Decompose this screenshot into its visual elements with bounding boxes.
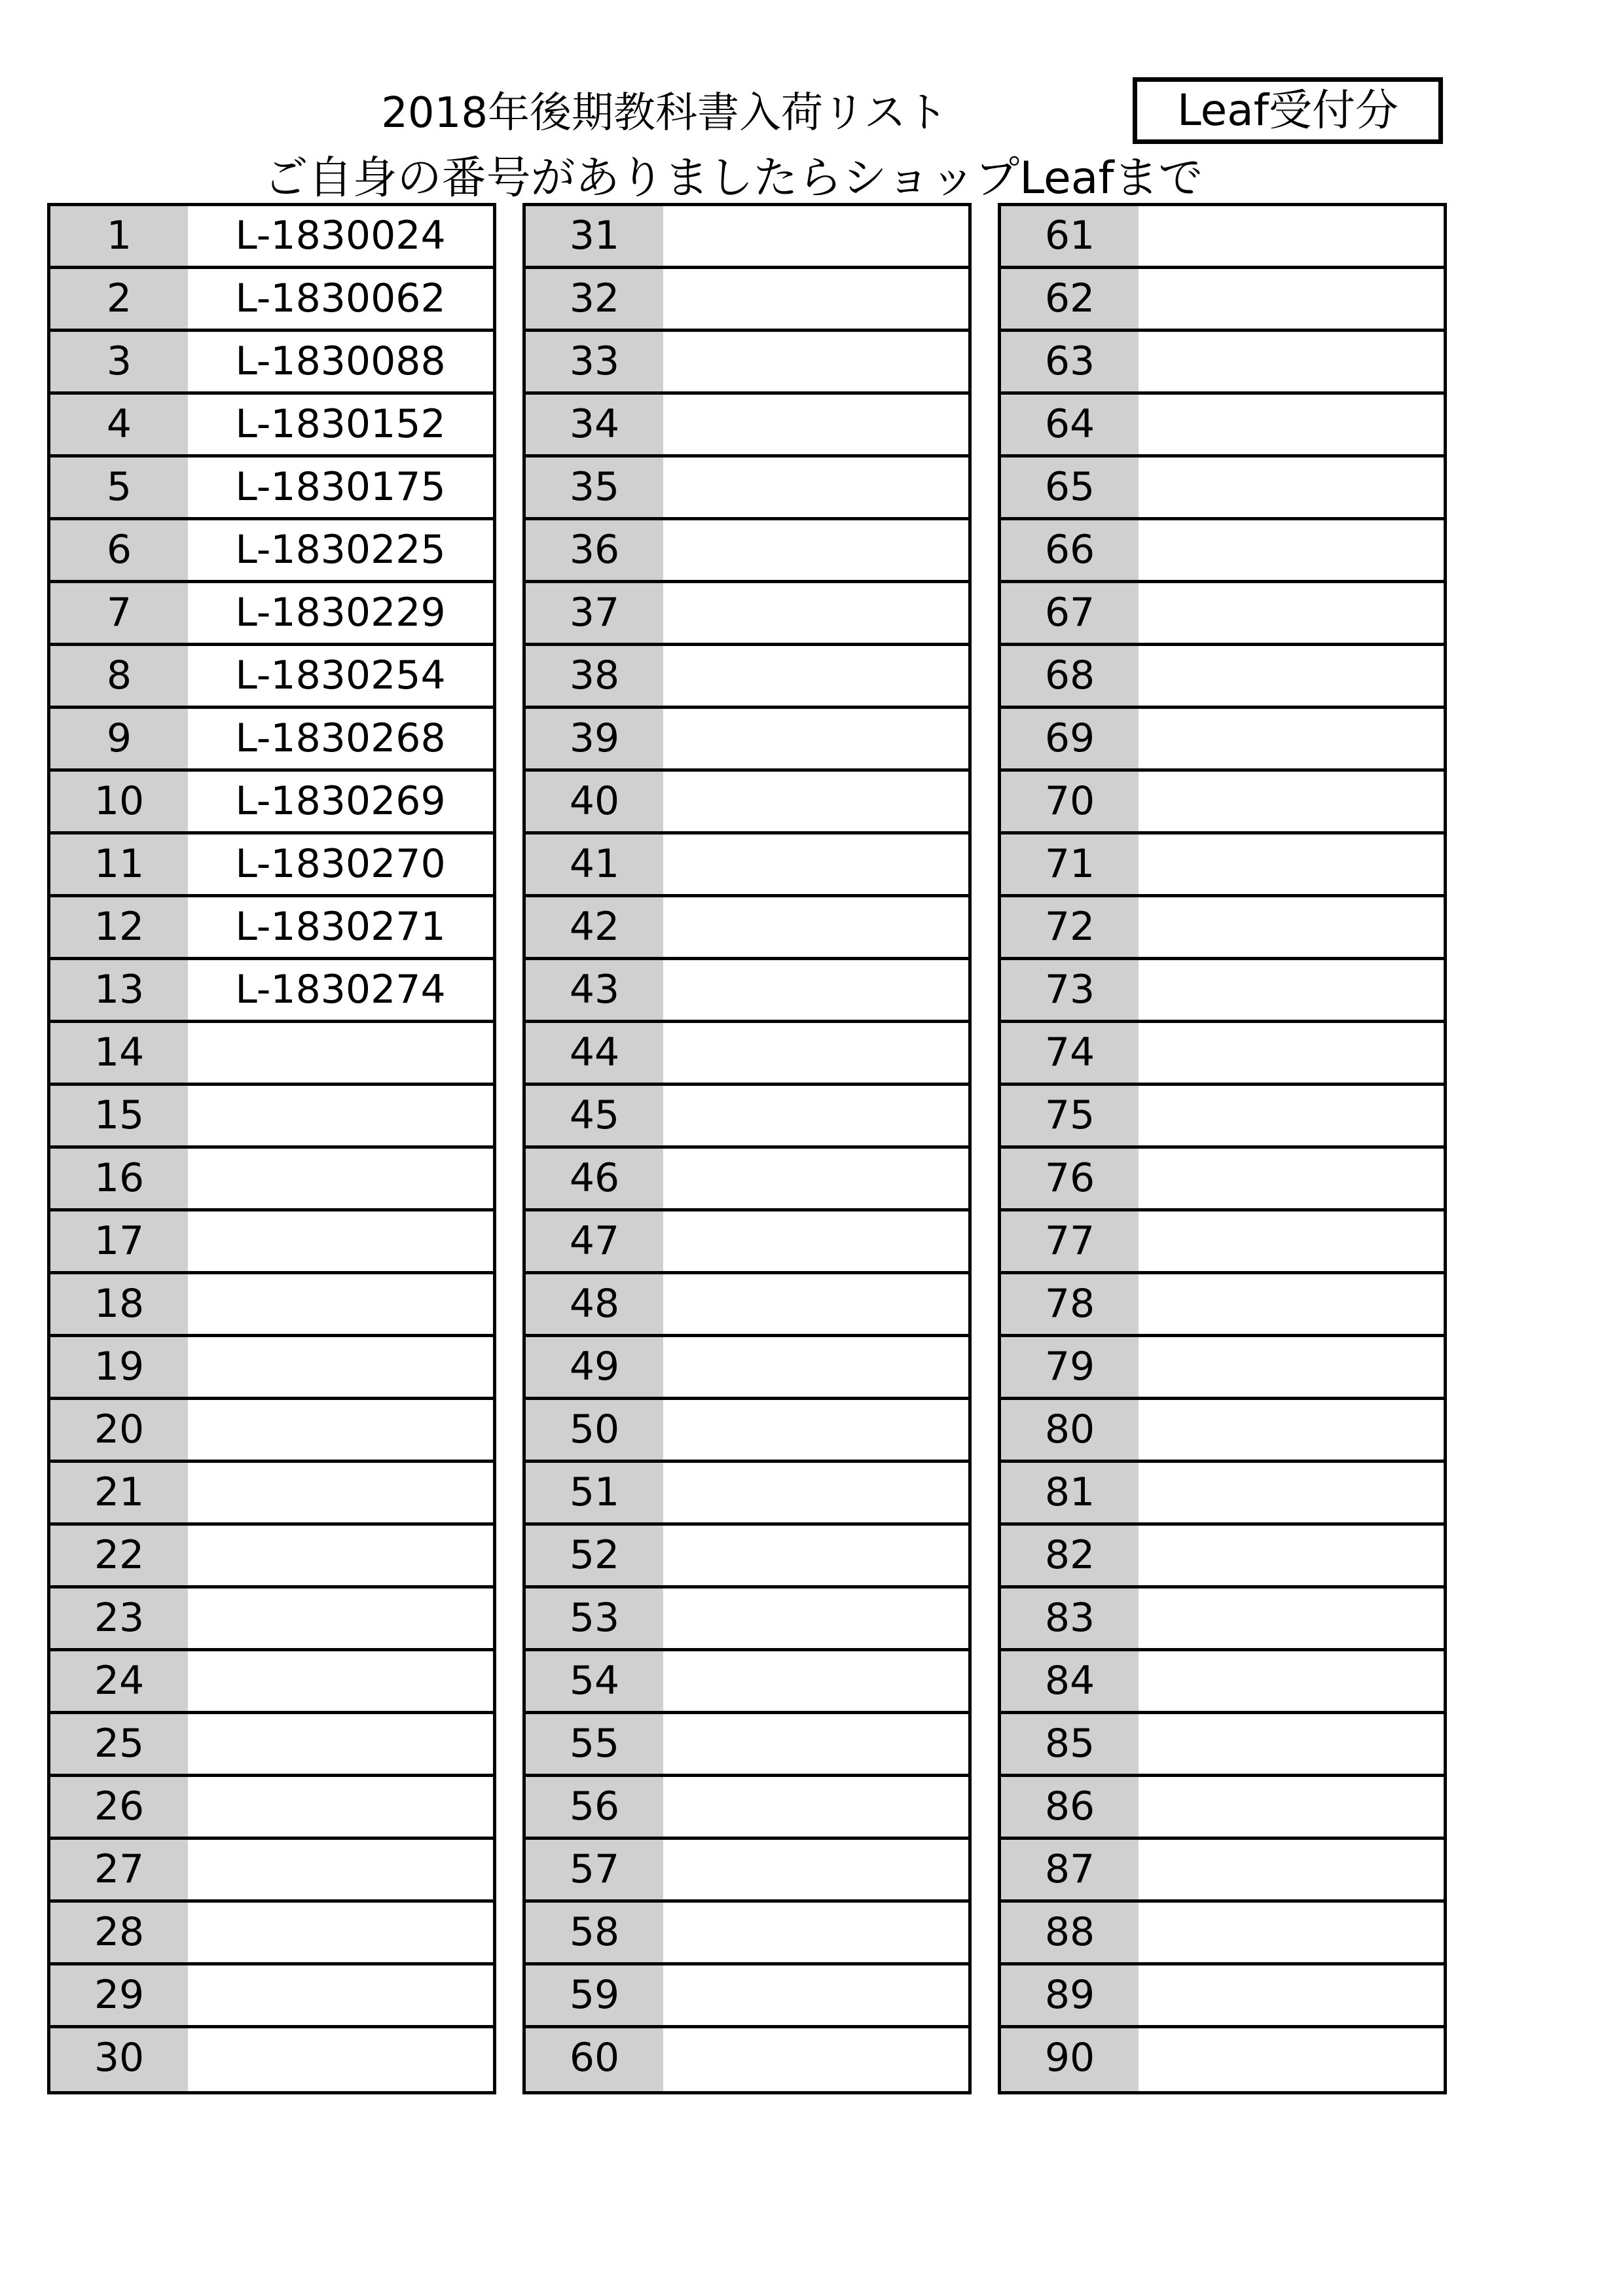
table-row	[50, 1023, 493, 1086]
order-code	[1139, 1149, 1444, 1208]
row-number: 45	[526, 1086, 663, 1145]
order-code	[1139, 1714, 1444, 1774]
order-code	[663, 332, 968, 391]
order-code	[1139, 1086, 1444, 1145]
order-code	[663, 709, 968, 768]
row-number: 50	[526, 1400, 663, 1460]
table-row	[1001, 269, 1444, 332]
table-row	[1001, 1651, 1444, 1714]
row-number: 84	[1001, 1651, 1139, 1711]
order-code	[663, 457, 968, 517]
row-number: 82	[1001, 1526, 1139, 1585]
row-number: 1	[50, 206, 188, 266]
table-row	[1001, 1400, 1444, 1463]
order-code	[1139, 583, 1444, 643]
order-code	[1139, 269, 1444, 329]
table-row	[526, 1903, 968, 1965]
row-number: 80	[1001, 1400, 1139, 1460]
order-code	[663, 1274, 968, 1334]
table-row	[50, 1526, 493, 1588]
table-row	[526, 395, 968, 457]
table-row	[526, 1777, 968, 1840]
order-code	[663, 1588, 968, 1648]
row-number: 12	[50, 897, 188, 957]
order-code	[663, 1400, 968, 1460]
table-row	[1001, 457, 1444, 520]
order-code	[663, 772, 968, 831]
order-code	[1139, 1211, 1444, 1271]
row-number: 49	[526, 1337, 663, 1397]
table-row	[1001, 1903, 1444, 1965]
table-row	[526, 1651, 968, 1714]
order-code: L-1830270	[188, 834, 493, 894]
table-row	[526, 1714, 968, 1777]
table-row	[1001, 1023, 1444, 1086]
row-number: 11	[50, 834, 188, 894]
order-code	[663, 646, 968, 706]
row-number: 13	[50, 960, 188, 1020]
order-code: L-1830024	[188, 206, 493, 266]
order-code	[663, 269, 968, 329]
row-number: 23	[50, 1588, 188, 1648]
row-number: 53	[526, 1588, 663, 1648]
table-row	[1001, 646, 1444, 709]
order-code: L-1830225	[188, 520, 493, 580]
order-code	[663, 1526, 968, 1585]
order-code	[188, 1023, 493, 1083]
order-code: L-1830229	[188, 583, 493, 643]
row-number: 19	[50, 1337, 188, 1397]
order-code: L-1830269	[188, 772, 493, 831]
table-row	[50, 520, 493, 583]
row-number: 60	[526, 2028, 663, 2091]
row-number: 87	[1001, 1840, 1139, 1899]
table-row	[1001, 709, 1444, 772]
order-code	[188, 1211, 493, 1271]
table-row	[1001, 1274, 1444, 1337]
table-row	[50, 1714, 493, 1777]
table-row	[526, 583, 968, 646]
table-row	[50, 332, 493, 395]
row-number: 54	[526, 1651, 663, 1711]
table-row	[526, 709, 968, 772]
row-number: 58	[526, 1903, 663, 1962]
row-number: 14	[50, 1023, 188, 1083]
row-number: 20	[50, 1400, 188, 1460]
table-row	[50, 1400, 493, 1463]
row-number: 78	[1001, 1274, 1139, 1334]
row-number: 90	[1001, 2028, 1139, 2091]
table-row	[50, 646, 493, 709]
table-row	[526, 1965, 968, 2028]
table-row	[526, 772, 968, 834]
table-row	[526, 834, 968, 897]
table-row	[526, 1588, 968, 1651]
row-number: 16	[50, 1149, 188, 1208]
number-list-column-2	[522, 203, 972, 2094]
row-number: 52	[526, 1526, 663, 1585]
order-code	[188, 1588, 493, 1648]
row-number: 85	[1001, 1714, 1139, 1774]
row-number: 15	[50, 1086, 188, 1145]
order-code	[663, 1903, 968, 1962]
order-code	[663, 1337, 968, 1397]
number-list-column-1	[47, 203, 496, 2094]
row-number: 64	[1001, 395, 1139, 454]
table-row	[526, 1023, 968, 1086]
order-code	[1139, 1651, 1444, 1711]
table-row	[1001, 1337, 1444, 1400]
row-number: 72	[1001, 897, 1139, 957]
row-number: 47	[526, 1211, 663, 1271]
row-number: 74	[1001, 1023, 1139, 1083]
order-code	[663, 1149, 968, 1208]
table-row	[1001, 1526, 1444, 1588]
order-code	[1139, 897, 1444, 957]
table-row	[526, 457, 968, 520]
order-code	[1139, 1337, 1444, 1397]
order-code	[663, 206, 968, 266]
order-code	[1139, 1274, 1444, 1334]
order-code: L-1830088	[188, 332, 493, 391]
row-number: 56	[526, 1777, 663, 1837]
row-number: 10	[50, 772, 188, 831]
order-code	[1139, 772, 1444, 831]
order-code	[1139, 457, 1444, 517]
order-code	[188, 2028, 493, 2091]
order-code	[188, 1840, 493, 1899]
table-row	[526, 960, 968, 1023]
order-code	[188, 1965, 493, 2025]
table-row	[526, 1086, 968, 1149]
table-row	[50, 457, 493, 520]
row-number: 67	[1001, 583, 1139, 643]
order-code: L-1830254	[188, 646, 493, 706]
table-row	[50, 2028, 493, 2091]
row-number: 33	[526, 332, 663, 391]
row-number: 37	[526, 583, 663, 643]
row-number: 7	[50, 583, 188, 643]
row-number: 76	[1001, 1149, 1139, 1208]
page-subtitle: ご自身の番号がありましたらショップLeafまで	[263, 152, 1203, 204]
order-code: L-1830268	[188, 709, 493, 768]
row-number: 27	[50, 1840, 188, 1899]
row-number: 46	[526, 1149, 663, 1208]
row-number: 32	[526, 269, 663, 329]
table-row	[526, 646, 968, 709]
table-row	[526, 2028, 968, 2091]
table-row	[50, 1149, 493, 1211]
row-number: 68	[1001, 646, 1139, 706]
row-number: 29	[50, 1965, 188, 2025]
row-number: 40	[526, 772, 663, 831]
order-code	[1139, 1840, 1444, 1899]
order-code	[1139, 206, 1444, 266]
row-number: 88	[1001, 1903, 1139, 1962]
order-code	[1139, 1526, 1444, 1585]
order-code	[188, 1274, 493, 1334]
row-number: 81	[1001, 1463, 1139, 1522]
row-number: 35	[526, 457, 663, 517]
order-code	[188, 1903, 493, 1962]
table-row	[526, 206, 968, 269]
order-code	[663, 583, 968, 643]
row-number: 73	[1001, 960, 1139, 1020]
table-row	[526, 1337, 968, 1400]
table-row	[1001, 897, 1444, 960]
order-code	[1139, 1903, 1444, 1962]
table-row	[50, 1463, 493, 1526]
table-row	[526, 897, 968, 960]
table-row	[50, 1086, 493, 1149]
table-row	[50, 772, 493, 834]
table-row	[1001, 583, 1444, 646]
table-row	[1001, 960, 1444, 1023]
order-code	[1139, 1023, 1444, 1083]
row-number: 9	[50, 709, 188, 768]
row-number: 89	[1001, 1965, 1139, 2025]
order-code	[1139, 834, 1444, 894]
row-number: 25	[50, 1714, 188, 1774]
order-code	[1139, 395, 1444, 454]
order-code	[663, 1463, 968, 1522]
row-number: 70	[1001, 772, 1139, 831]
row-number: 17	[50, 1211, 188, 1271]
order-code	[1139, 1965, 1444, 2025]
order-code	[663, 1840, 968, 1899]
row-number: 65	[1001, 457, 1139, 517]
table-row	[50, 583, 493, 646]
row-number: 31	[526, 206, 663, 266]
table-row	[526, 520, 968, 583]
order-code	[663, 2028, 968, 2091]
order-code	[663, 1714, 968, 1774]
table-row	[50, 1777, 493, 1840]
table-row	[526, 1400, 968, 1463]
row-number: 8	[50, 646, 188, 706]
row-number: 51	[526, 1463, 663, 1522]
order-code	[663, 1651, 968, 1711]
order-code	[663, 1023, 968, 1083]
order-code	[1139, 1463, 1444, 1522]
row-number: 4	[50, 395, 188, 454]
row-number: 66	[1001, 520, 1139, 580]
order-code	[1139, 1400, 1444, 1460]
row-number: 6	[50, 520, 188, 580]
number-list-column-3	[998, 203, 1447, 2094]
order-code	[663, 1211, 968, 1271]
order-code	[1139, 646, 1444, 706]
row-number: 61	[1001, 206, 1139, 266]
table-row	[526, 1526, 968, 1588]
table-row	[50, 709, 493, 772]
table-row	[1001, 834, 1444, 897]
row-number: 63	[1001, 332, 1139, 391]
row-number: 83	[1001, 1588, 1139, 1648]
row-number: 18	[50, 1274, 188, 1334]
row-number: 41	[526, 834, 663, 894]
row-number: 26	[50, 1777, 188, 1837]
order-code	[1139, 1777, 1444, 1837]
order-code	[188, 1086, 493, 1145]
order-code	[1139, 332, 1444, 391]
order-code	[188, 1463, 493, 1522]
table-row	[1001, 2028, 1444, 2091]
order-code	[1139, 709, 1444, 768]
order-code	[663, 834, 968, 894]
row-number: 86	[1001, 1777, 1139, 1837]
table-row	[50, 1840, 493, 1903]
row-number: 42	[526, 897, 663, 957]
order-code: L-1830152	[188, 395, 493, 454]
table-row	[526, 269, 968, 332]
table-row	[50, 1337, 493, 1400]
order-code	[663, 395, 968, 454]
row-number: 75	[1001, 1086, 1139, 1145]
row-number: 28	[50, 1903, 188, 1962]
table-row	[1001, 1777, 1444, 1840]
table-row	[1001, 1086, 1444, 1149]
table-row	[1001, 1714, 1444, 1777]
table-row	[50, 269, 493, 332]
order-code	[663, 1086, 968, 1145]
table-row	[1001, 332, 1444, 395]
order-code	[188, 1149, 493, 1208]
table-row	[526, 332, 968, 395]
table-row	[1001, 395, 1444, 457]
row-number: 21	[50, 1463, 188, 1522]
order-code	[188, 1337, 493, 1397]
table-row	[50, 1903, 493, 1965]
table-row	[50, 1588, 493, 1651]
table-row	[526, 1274, 968, 1337]
order-code	[663, 897, 968, 957]
order-code	[1139, 520, 1444, 580]
order-code	[1139, 1588, 1444, 1648]
table-row	[1001, 1211, 1444, 1274]
table-row	[50, 897, 493, 960]
row-number: 38	[526, 646, 663, 706]
order-code	[188, 1526, 493, 1585]
table-row	[1001, 1463, 1444, 1526]
row-number: 43	[526, 960, 663, 1020]
order-code	[188, 1777, 493, 1837]
row-number: 59	[526, 1965, 663, 2025]
table-row	[1001, 1840, 1444, 1903]
table-row	[50, 960, 493, 1023]
table-row	[1001, 206, 1444, 269]
table-row	[50, 1211, 493, 1274]
table-row	[526, 1840, 968, 1903]
row-number: 2	[50, 269, 188, 329]
row-number: 55	[526, 1714, 663, 1774]
row-number: 22	[50, 1526, 188, 1585]
order-code	[188, 1714, 493, 1774]
order-code	[188, 1651, 493, 1711]
table-row	[50, 1965, 493, 2028]
order-code	[663, 520, 968, 580]
row-number: 57	[526, 1840, 663, 1899]
row-number: 44	[526, 1023, 663, 1083]
table-row	[1001, 520, 1444, 583]
order-code	[663, 1965, 968, 2025]
row-number: 36	[526, 520, 663, 580]
row-number: 69	[1001, 709, 1139, 768]
table-row	[50, 1651, 493, 1714]
table-row	[526, 1149, 968, 1211]
order-code	[1139, 2028, 1444, 2091]
order-code	[663, 1777, 968, 1837]
order-code: L-1830274	[188, 960, 493, 1020]
page-title: 2018年後期教科書入荷リスト	[381, 89, 948, 137]
table-row	[1001, 1965, 1444, 2028]
row-number: 62	[1001, 269, 1139, 329]
row-number: 5	[50, 457, 188, 517]
row-number: 71	[1001, 834, 1139, 894]
row-number: 30	[50, 2028, 188, 2091]
table-row	[526, 1463, 968, 1526]
row-number: 39	[526, 709, 663, 768]
table-row	[526, 1211, 968, 1274]
table-row	[50, 1274, 493, 1337]
table-row	[1001, 1588, 1444, 1651]
order-code	[663, 960, 968, 1020]
row-number: 34	[526, 395, 663, 454]
table-row	[50, 206, 493, 269]
row-number: 48	[526, 1274, 663, 1334]
order-code: L-1830175	[188, 457, 493, 517]
row-number: 3	[50, 332, 188, 391]
row-number: 77	[1001, 1211, 1139, 1271]
table-row	[50, 834, 493, 897]
table-row	[1001, 1149, 1444, 1211]
order-code: L-1830062	[188, 269, 493, 329]
reception-tag: Leaf受付分	[1133, 77, 1443, 144]
row-number: 24	[50, 1651, 188, 1711]
order-code: L-1830271	[188, 897, 493, 957]
table-row	[50, 395, 493, 457]
order-code	[188, 1400, 493, 1460]
table-row	[1001, 772, 1444, 834]
row-number: 79	[1001, 1337, 1139, 1397]
order-code	[1139, 960, 1444, 1020]
